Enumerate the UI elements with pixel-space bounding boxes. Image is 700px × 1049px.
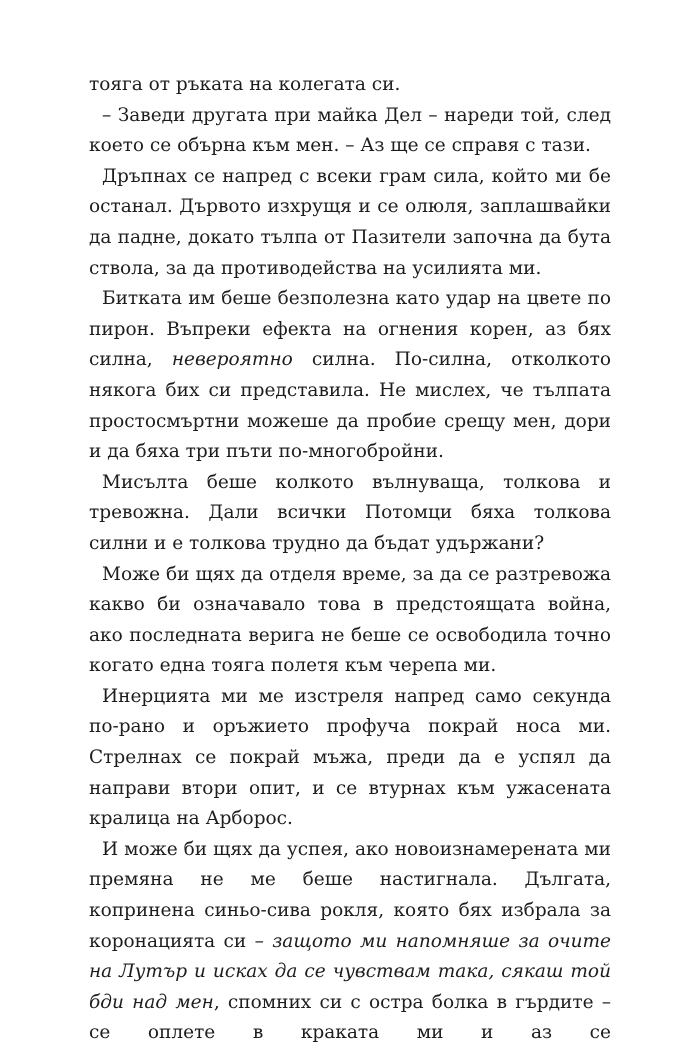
paragraph-text: Мисълта беше колкото вълнуваща, толкова и тревожна. Дали всички Потомци бяха толкова силни и е толкова трудно да бъдат удържани?	[89, 471, 611, 554]
italic-text: невероятно	[171, 349, 293, 371]
paragraph-text: , спомних си с остра болка в гърдите – се оплете в краката ми и аз се	[89, 991, 611, 1044]
paragraph-text: И може би щях да успея, ако новоизнамерената ми премяна не ме беше настигнала. Дългата, копринена синьо-сива рокля, която бях избрала за коронацията си –	[89, 838, 611, 952]
paragraph-text: Дръпнах се напред с всеки грам сила, който ми бе останал. Дървото изхрущя и се олюля, заплашвайки да падне, докато тълпа от Пазители започна да бута ствола, за да противодейства на усилията ми.	[89, 165, 611, 279]
book-page	[89, 70, 611, 1049]
paragraph	[89, 468, 611, 560]
paragraph-text: Инерцията ми ме изстреля напред само секунда по-рано и оръжието профуча покрай носа ми. Стрелнах се покрай мъжа, преди да е успял да направи втори опит, и се втурнах към ужасената кралица на Арборос.	[89, 685, 611, 830]
paragraph	[89, 835, 611, 1049]
paragraph-text: Може би щях да отделя време, за да се разтревожа какво би означавало това в предстоящата война, ако последната верига не беше се освободила точно когато една тояга полетя към черепа ми.	[89, 563, 611, 677]
paragraph-text: – Заведи другата при майка Дел – нареди той, след което се обърна към мен. – Аз ще се справя с тази.	[89, 104, 611, 157]
paragraph	[89, 284, 611, 468]
paragraph-text: тояга от ръката на колегата си.	[89, 74, 401, 95]
paragraph	[89, 682, 611, 835]
paragraph	[89, 560, 611, 682]
italic-text: защото ми напомняше за очите на Лутър и исках да се чувствам така, сякаш той бди над мен	[89, 930, 611, 1013]
paragraph-text: Битката им беше безполезна като удар на цвете по пирон. Въпреки ефекта на огнения корен, аз бях силна,	[89, 288, 611, 371]
paragraph	[89, 101, 611, 162]
paragraph	[89, 70, 611, 101]
paragraph	[89, 162, 611, 284]
paragraph-text: силна. По-силна, отколкото някога бих си представила. Не мислех, че тълпата простосмъртни можеше да пробие срещу мен, дори и да бяха три пъти по-многобройни.	[89, 349, 611, 463]
